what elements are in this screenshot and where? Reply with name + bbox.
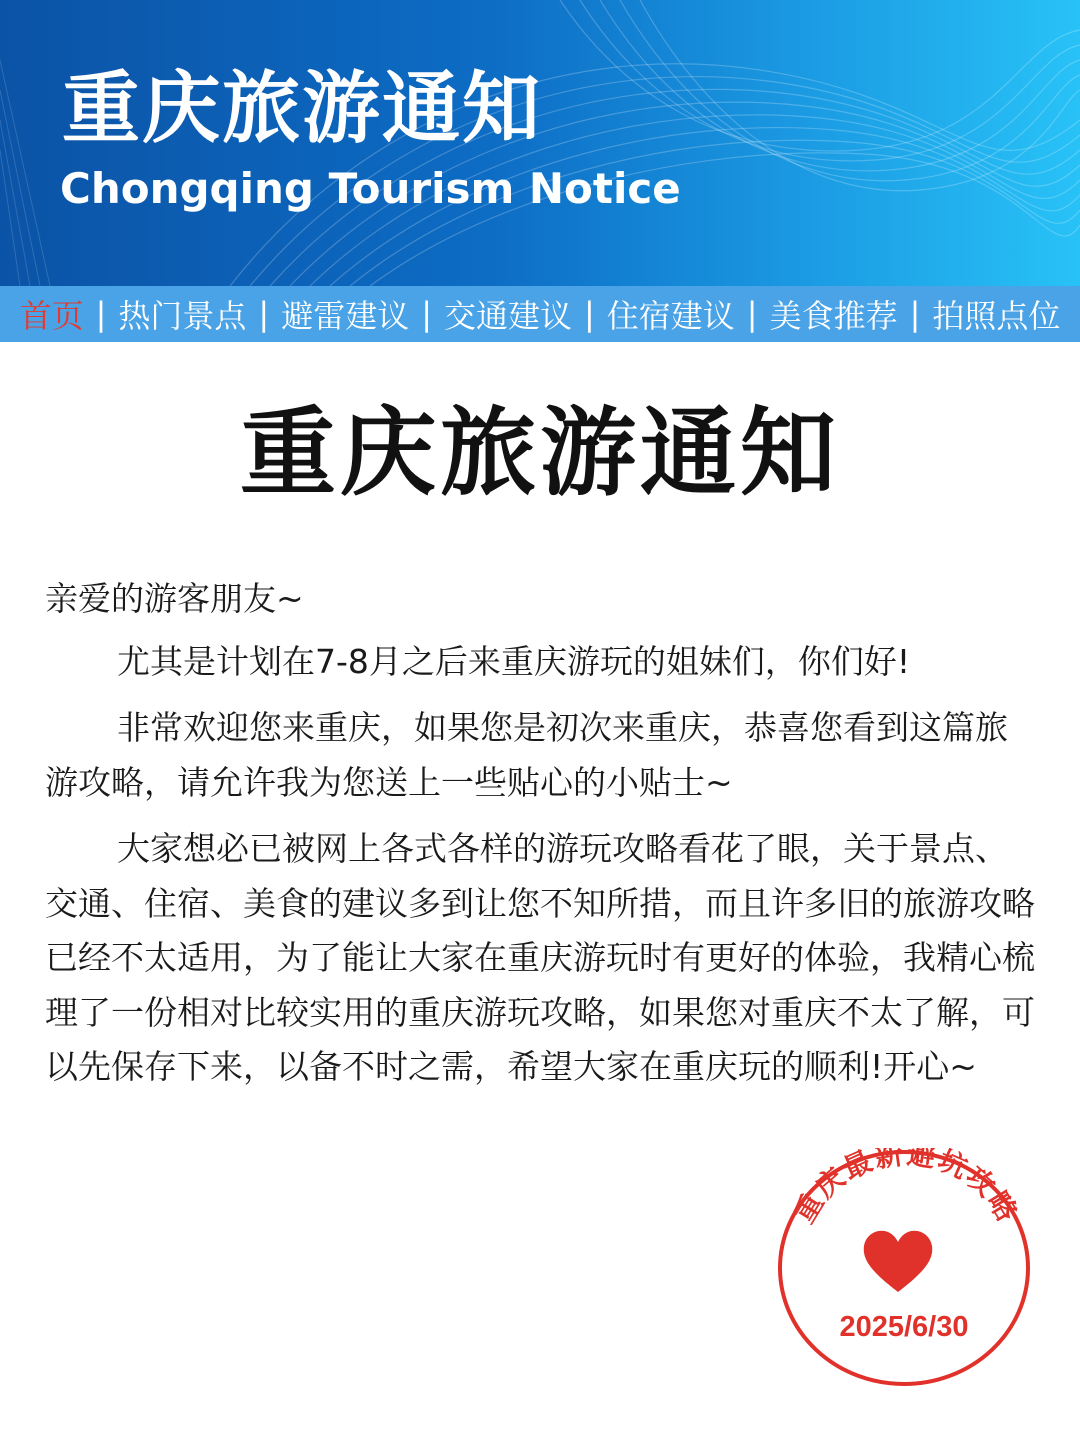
seal-stamp xyxy=(776,1148,1032,1388)
nav-item-home[interactable]: 首页 xyxy=(19,297,84,335)
nav-separator: | xyxy=(584,295,595,333)
header-subtitle: Chongqing Tourism Notice xyxy=(60,164,681,213)
seal-stamp-graphic xyxy=(776,1148,1032,1388)
page-title: 重庆旅游通知 xyxy=(240,397,840,509)
stamp-date: 2025/6/30 xyxy=(839,1311,969,1343)
nav-item-pitfall-advice[interactable]: 避雷建议 xyxy=(281,297,410,335)
greeting-text: 亲爱的游客朋友~ xyxy=(45,579,304,618)
nav-separator: | xyxy=(746,295,758,333)
stamp-arc-textpath: 重庆最新避坑攻略 xyxy=(787,1148,1025,1229)
category-nav-bar xyxy=(0,286,1080,342)
header-title: 重庆旅游通知 xyxy=(62,64,543,154)
nav-item-food-recommend[interactable]: 美食推荐 xyxy=(769,297,898,335)
header-banner xyxy=(0,0,1080,286)
body-paragraph: 非常欢迎您来重庆，如果您是初次来重庆，恭喜您看到这篇旅游攻略，请允许我为您送上一些贴心的小贴士~ xyxy=(45,708,1008,802)
notice-body xyxy=(45,572,1040,1107)
body-paragraph: 大家想必已被网上各式各样的游玩攻略看花了眼，关于景点、交通、住宿、美食的建议多到让您不知所措，而且许多旧的旅游攻略已经不太适用，为了能让大家在重庆游玩时有更好的体验，我精心梳理了一份相对比较实用的重庆游玩攻略，如果您对重庆不太了解，可以先保存下来，以备不时之需，希望大家在重庆玩的顺利!开心~ xyxy=(45,829,1035,1086)
nav-separator: | xyxy=(909,295,921,333)
nav-separator: | xyxy=(421,295,432,333)
stamp-arc-text xyxy=(787,1148,1024,1229)
nav-item-lodging-advice[interactable]: 住宿建议 xyxy=(606,297,735,335)
body-paragraph: 尤其是计划在7-8月之后来重庆游玩的姐妹们，你们好! xyxy=(117,641,911,681)
nav-separator: | xyxy=(258,295,270,333)
nav-separator: | xyxy=(95,295,107,333)
nav-item-transport-advice[interactable]: 交通建议 xyxy=(443,297,572,335)
nav-item-photo-spots[interactable]: 拍照点位 xyxy=(932,297,1061,335)
nav-item-hot-attractions[interactable]: 热门景点 xyxy=(118,297,247,335)
heart-icon xyxy=(864,1231,932,1292)
